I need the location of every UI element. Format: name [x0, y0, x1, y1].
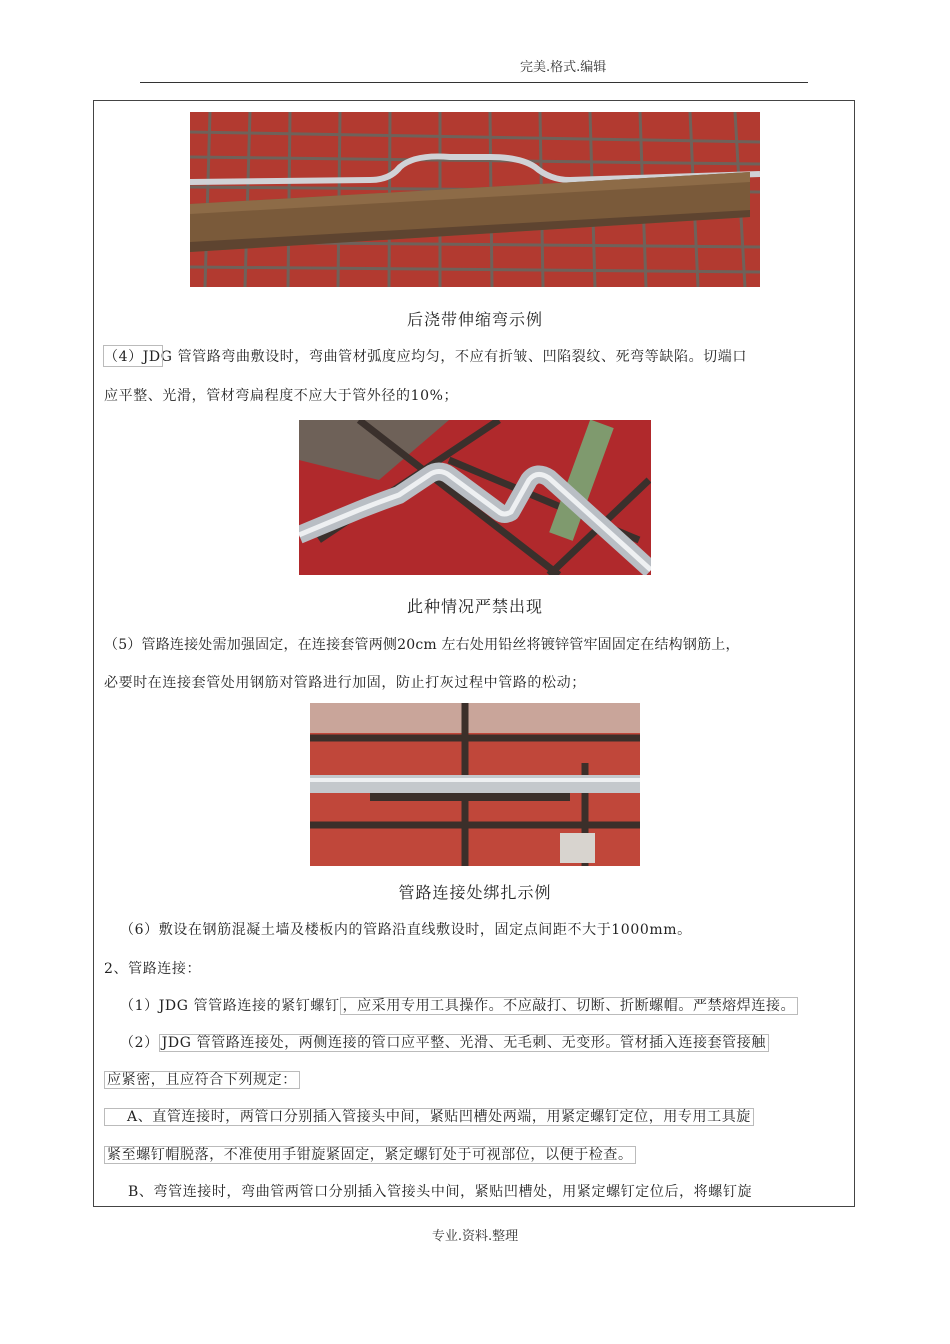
caption-joint-binding: 管路连接处绑扎示例 [398, 883, 552, 902]
para-5-line2: 必要时在连接套管处用钢筋对管路进行加固，防止打灰过程中管路的松动； [104, 675, 586, 691]
para-4-line2: 应平整、光滑，管材弯扁程度不应大于管外径的10%； [104, 388, 459, 404]
item-1: （1）JDG 管管路连接的紧钉螺钉 ，应采用专用工具操作。不应敲打、切断、折断螺帽。严禁熔焊连接。 [120, 995, 798, 1015]
para-4-line1: （4）JDG 管管路弯曲敷设时，弯曲管材弧度应均匀，不应有折皱、凹陷裂纹、死弯等缺陷。切端口 [104, 349, 747, 365]
photo-bad-bend [299, 420, 651, 575]
photo-joint-binding [310, 703, 640, 866]
caption-expansion-bend: 后浇带伸缩弯示例 [406, 310, 543, 329]
header-rule [140, 82, 808, 83]
para-6: （6）敷设在钢筋混凝土墙及楼板内的管路沿直线敷设时，固定点间距不大于1000mm。 [120, 922, 692, 938]
photo-expansion-bend [190, 112, 760, 287]
item-2: （2） JDG 管管路连接处，两侧连接的管口应平整、光滑、无毛刺、无变形。管材插入连接套管接触 [120, 1032, 769, 1052]
caption-prohibited: 此种情况严禁出现 [406, 597, 543, 616]
rule-b-line1: B、弯管连接时，弯曲管两管口分别插入管接头中间，紧贴凹槽处，用紧定螺钉定位后，将螺钉旋 [128, 1184, 753, 1200]
page-header: 完美.格式.编辑 [520, 60, 607, 75]
para-5-line1: （5）管路连接处需加强固定，在连接套管两侧20cm 左右处用铅丝将镀锌管牢固固定在结构钢筋上， [104, 637, 740, 653]
item-2-line2: 应紧密，且应符合下列规定： [104, 1069, 300, 1089]
rule-a-line2: 紧至螺钉帽脱落，不准使用手钳旋紧固定，紧定螺钉处于可视部位，以便于检查。 [104, 1144, 636, 1164]
highlight-box [103, 345, 163, 367]
rule-a-line1: A、直管连接时，两管口分别插入管接头中间，紧贴凹槽处两端，用紧定螺钉定位，用专用工具旋 [104, 1106, 754, 1126]
page-footer: 专业.资料.整理 [431, 1229, 519, 1244]
section-2-title: 2、管路连接： [104, 961, 202, 977]
